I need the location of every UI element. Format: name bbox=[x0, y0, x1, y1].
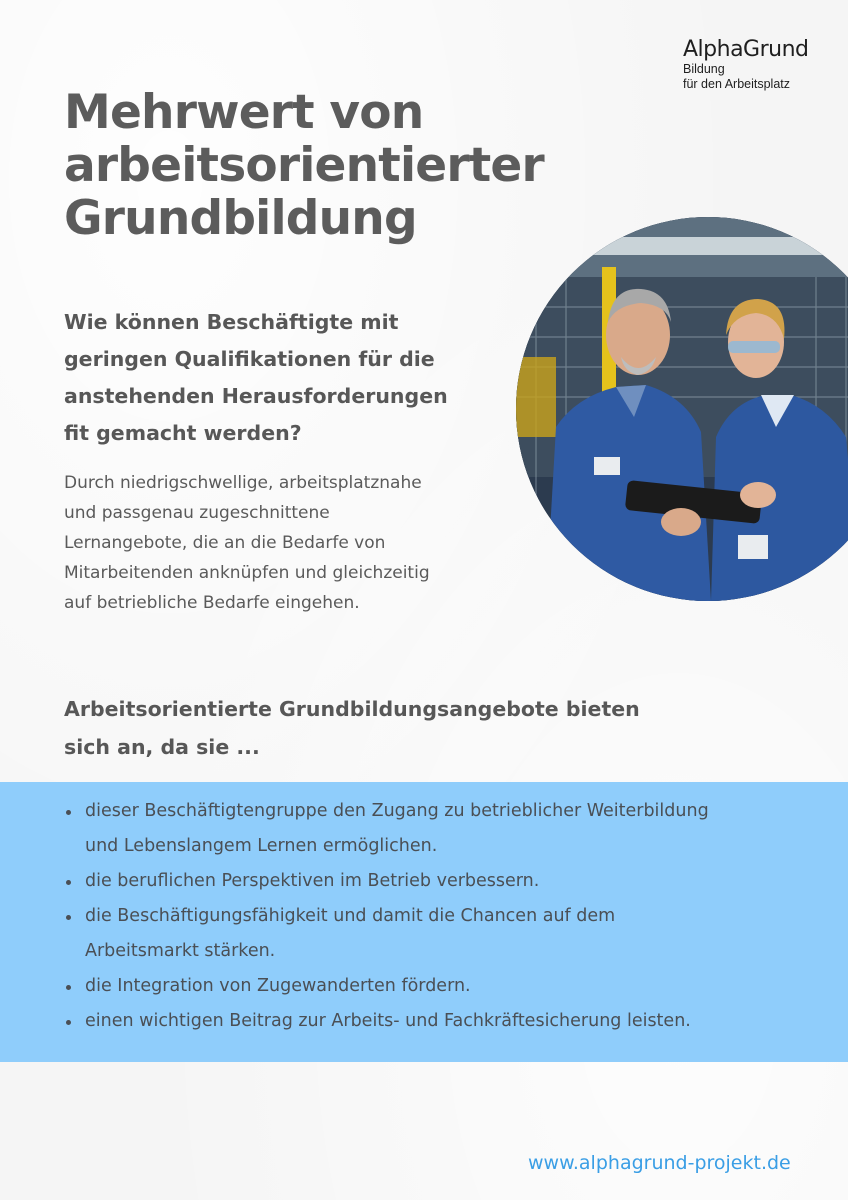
benefit-line: einen wichtigen Beitrag zur Arbeits- und Fachkräftesicherung leisten. bbox=[85, 1011, 691, 1031]
benefit-line: die Integration von Zugewanderten fördern. bbox=[85, 976, 471, 996]
benefit-line: dieser Beschäftigtengruppe den Zugang zu betrieblicher Weiterbildung bbox=[85, 801, 709, 821]
bullet-icon bbox=[66, 985, 71, 990]
benefit-line: und Lebenslangem Lernen ermöglichen. bbox=[85, 836, 438, 856]
answer-line-1: Durch niedrigschwellige, arbeitsplatznahe bbox=[64, 473, 422, 493]
benefit-item bbox=[64, 1004, 824, 1039]
benefit-line: die Beschäftigungsfähigkeit und damit die Chancen auf dem bbox=[85, 906, 616, 926]
answer-line-2: und passgenau zugeschnittene bbox=[64, 503, 330, 523]
alphagrund-logo bbox=[683, 38, 809, 92]
title-line-2: arbeitsorientierter bbox=[64, 138, 544, 193]
question-line-2: geringen Qualifikationen für die bbox=[64, 347, 435, 371]
benefit-item bbox=[64, 864, 824, 899]
bullet-icon bbox=[66, 880, 71, 885]
title-line-1: Mehrwert von bbox=[64, 85, 424, 140]
logo-tagline-1: Bildung bbox=[683, 62, 725, 76]
benefit-item bbox=[64, 969, 824, 1004]
logo-brand: AlphaGrund bbox=[683, 37, 809, 62]
website-link[interactable]: www.alphagrund-projekt.de bbox=[528, 1152, 791, 1174]
benefit-item bbox=[64, 899, 824, 969]
benefit-line: Arbeitsmarkt stärken. bbox=[85, 941, 276, 961]
benefit-item bbox=[64, 794, 824, 864]
page-title bbox=[64, 86, 624, 245]
benefit-line: die beruflichen Perspektiven im Betrieb verbessern. bbox=[85, 871, 540, 891]
lead-question bbox=[64, 304, 504, 452]
answer-line-5: auf betriebliche Bedarfe eingehen. bbox=[64, 593, 360, 613]
benefits-heading bbox=[64, 690, 764, 766]
question-line-4: fit gemacht werden? bbox=[64, 421, 302, 445]
question-line-3: anstehenden Herausforderungen bbox=[64, 384, 448, 408]
bullet-icon bbox=[66, 1020, 71, 1025]
answer-line-3: Lernangebote, die an die Bedarfe von bbox=[64, 533, 386, 553]
subhead-line-2: sich an, da sie ... bbox=[64, 735, 260, 759]
title-line-3: Grundbildung bbox=[64, 191, 417, 246]
subhead-line-1: Arbeitsorientierte Grundbildungsangebote bieten bbox=[64, 697, 640, 721]
lead-answer bbox=[64, 468, 509, 618]
benefits-band bbox=[0, 782, 848, 1062]
bullet-icon bbox=[66, 915, 71, 920]
bullet-icon bbox=[66, 810, 71, 815]
benefits-list bbox=[64, 794, 824, 1039]
answer-line-4: Mitarbeitenden anknüpfen und gleichzeitig bbox=[64, 563, 430, 583]
logo-tagline-2: für den Arbeitsplatz bbox=[683, 77, 791, 91]
question-line-1: Wie können Beschäftigte mit bbox=[64, 310, 399, 334]
